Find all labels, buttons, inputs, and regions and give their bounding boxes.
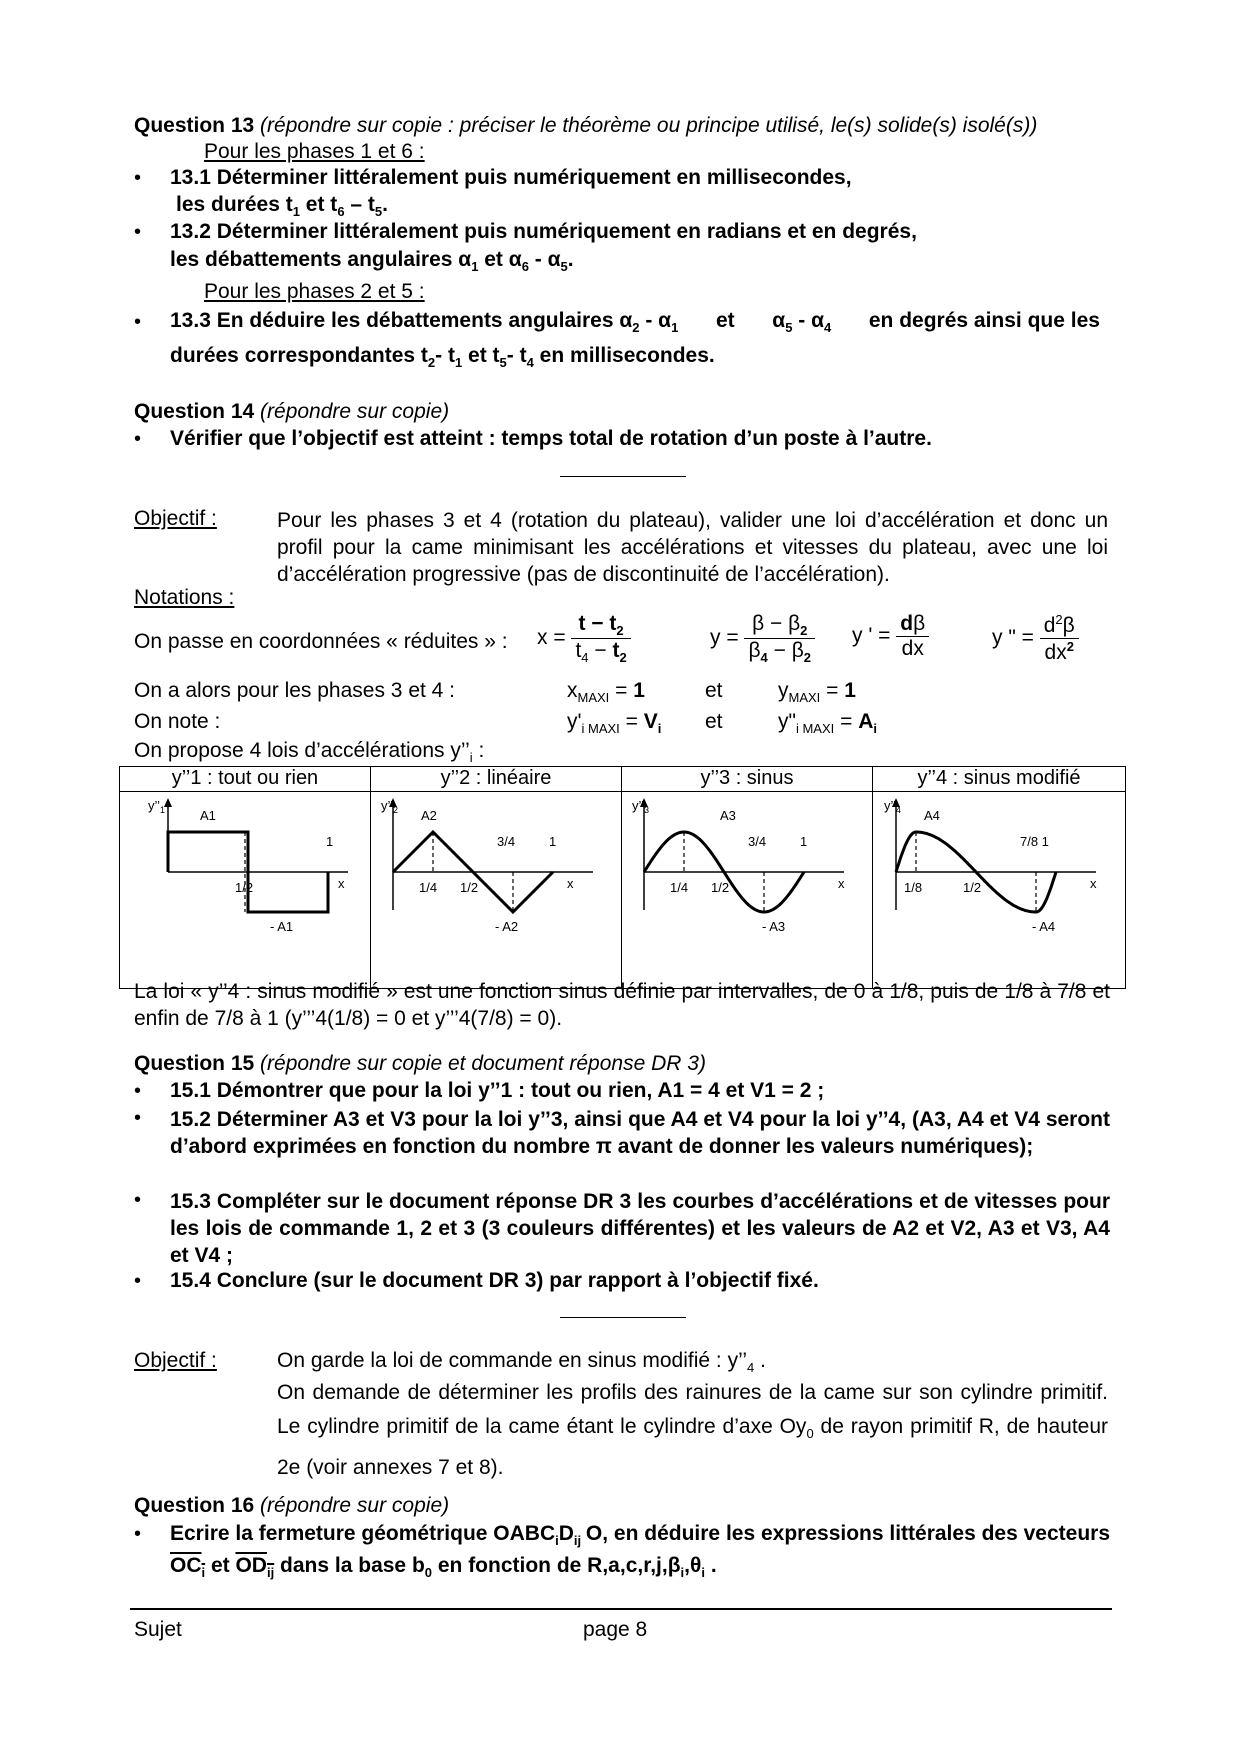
tick-label-quarter: 1/4 bbox=[670, 880, 689, 895]
tick-label-half: 1/2 bbox=[460, 880, 479, 895]
y-axis-label: $y’’_3$ bbox=[632, 798, 650, 815]
y-maxi: $y_{MAXI} = 1$ bbox=[778, 679, 856, 706]
item-13-2-line1: 13.2 Déterminer littéralement puis numériquement en radians et en degrés, bbox=[170, 220, 917, 243]
note-text: On note : bbox=[134, 710, 221, 733]
phases-1-6-label: Pour les phases 1 et 6 : bbox=[204, 140, 425, 163]
bullet: • bbox=[134, 221, 142, 243]
et-text: et bbox=[705, 710, 723, 733]
bullet: • bbox=[134, 428, 142, 450]
tick-label-quarter: 1/4 bbox=[419, 880, 438, 895]
item-13-2-line2: les débattements angulaires $\alpha_1$ et $\alpha_6 - \alpha_5$. bbox=[170, 248, 574, 275]
law-1-graph-cell bbox=[120, 792, 371, 989]
footer-left: Sujet bbox=[134, 1618, 182, 1641]
y-axis-label: $y’’_4$ bbox=[884, 798, 902, 815]
bullet: • bbox=[134, 311, 142, 333]
trough-label: - A1 bbox=[270, 919, 294, 934]
law-2-graph-cell bbox=[371, 792, 622, 989]
x-axis-label: x bbox=[567, 876, 574, 891]
notations-label: Notations : bbox=[134, 586, 235, 609]
law-4-chart bbox=[874, 792, 1124, 982]
tick-label-three-quarter: 3/4 bbox=[497, 834, 516, 849]
x-axis-label: x bbox=[1090, 876, 1097, 891]
law-4-graph-cell bbox=[873, 792, 1126, 989]
bullet: • bbox=[134, 1107, 142, 1129]
tick-label-three-quarter: 3/4 bbox=[748, 834, 767, 849]
y-prime-max: $y'_{i MAXI} = V_i$ bbox=[567, 710, 662, 737]
law-4-note: La loi « y’’4 : sinus modifié » est une fonction sinus définie par intervalles, de 0 à 1/8, puis de 1/8 à 7/8 et enfin de 7/8 à 1 (y’’’4(1/8) = 0 et y’’’4(7/8) = 0). bbox=[134, 980, 1110, 1030]
tick-label-eighth: 1/8 bbox=[904, 880, 923, 895]
footer-rule bbox=[130, 1608, 1112, 1610]
reduced-coords-text: On passe en coordonnées « réduites » : bbox=[134, 630, 508, 653]
tick-label-half: 1/2 bbox=[963, 880, 982, 895]
bullet: • bbox=[134, 1080, 142, 1102]
law-2-header: y’’2 : linéaire bbox=[371, 767, 622, 792]
formula-x: x = $\frac{t - t_2}{t_4 - t_2}$ bbox=[537, 612, 631, 665]
question-15-heading: Question 15 (répondre sur copie et document réponse DR 3) bbox=[134, 1052, 706, 1075]
separator bbox=[560, 476, 686, 477]
tick-label-half: 1/2 bbox=[235, 880, 254, 895]
x-maxi: $x_{MAXI} = 1$ bbox=[567, 679, 645, 706]
law-2-chart bbox=[371, 792, 621, 982]
item-14: Vérifier que l’objectif est atteint : temps total de rotation d’un poste à l’autre. bbox=[170, 427, 932, 450]
et-text: et bbox=[705, 679, 723, 702]
laws-table bbox=[119, 766, 1126, 989]
y-second-max: $y"_{i MAXI} = A_i$ bbox=[778, 710, 877, 737]
tick-label-seven-eighth: 7/8 1 bbox=[1020, 834, 1049, 849]
trough-label: - A4 bbox=[1032, 919, 1056, 934]
bullet: • bbox=[134, 167, 142, 189]
formula-y-second: y " = $\frac{d^2\beta}{dx^2}$ bbox=[992, 612, 1079, 665]
objective-2-label: Objectif : bbox=[134, 1349, 217, 1372]
item-16-line1: Ecrire la fermeture géométrique $OABC_iD_{ij}$ O, en déduire les expressions littérales des vecteurs bbox=[170, 1522, 1110, 1549]
trough-label: - A3 bbox=[762, 919, 786, 934]
y-axis-arrow bbox=[164, 798, 172, 807]
law-1-chart bbox=[120, 792, 370, 982]
phases-3-4-text: On a alors pour les phases 3 et 4 : bbox=[134, 679, 456, 702]
question-14-heading: Question 14 (répondre sur copie) bbox=[134, 400, 450, 423]
y-axis-label: $y’’_2$ bbox=[381, 798, 399, 815]
propose-text: On propose 4 lois d’accélérations $y’’_i$ : bbox=[134, 739, 485, 766]
question-16-heading: Question 16 (répondre sur copie) bbox=[134, 1494, 450, 1517]
peak-label: A2 bbox=[421, 808, 437, 823]
peak-label: A4 bbox=[924, 808, 940, 823]
item-15-3: 15.3 Compléter sur le document réponse DR 3 les courbes d’accélérations et de vitesses pour les lois de commande 1, 2 et 3 (3 couleurs différentes) et les valeurs de A2 et V2, A3 et V3, A4 et V4 ; bbox=[170, 1190, 1110, 1267]
law-1-header: y’’1 : tout ou rien bbox=[120, 767, 371, 792]
item-13-1-line2: les durées $t_1$ et $t_6 - t_5$. bbox=[176, 193, 388, 220]
bullet: • bbox=[134, 1270, 142, 1292]
trough-label: - A2 bbox=[495, 919, 519, 934]
item-13-1-line1: 13.1 Déterminer littéralement puis numériquement en millisecondes, bbox=[170, 166, 852, 189]
law-3-header: y’’3 : sinus bbox=[622, 767, 873, 792]
objective-1-text: Pour les phases 3 et 4 (rotation du plateau), valider une loi d’accélération et donc un profil pour la came minimisant les accélérations et vitesses du plateau, avec une loi d’accélération progressive (pas de discontinuité de l’accélération). bbox=[277, 509, 1108, 586]
bullet: • bbox=[134, 1523, 142, 1545]
tick-label-one: 1 bbox=[800, 834, 808, 849]
item-15-1: 15.1 Démontrer que pour la loi y’’1 : tout ou rien, A1 = 4 et V1 = 2 ; bbox=[170, 1079, 825, 1102]
tick-label-one: 1 bbox=[549, 834, 557, 849]
peak-label: A3 bbox=[720, 808, 736, 823]
objective-2-line1: On garde la loi de commande en sinus modifié : $y’’_4$ . bbox=[277, 1349, 766, 1376]
peak-label: A1 bbox=[200, 808, 216, 823]
bullet: • bbox=[134, 1189, 142, 1211]
tick-label-one: 1 bbox=[326, 834, 334, 849]
law-4-header: y’’4 : sinus modifié bbox=[873, 767, 1126, 792]
item-13-3-line2: durées correspondantes $t_2-$ $t_1$ et $t_5-$ $t_4$ en millisecondes. bbox=[170, 344, 715, 371]
law-3-chart bbox=[622, 792, 872, 982]
phases-2-5-label: Pour les phases 2 et 5 : bbox=[204, 280, 425, 303]
x-axis-label: x bbox=[338, 876, 345, 891]
law-3-graph-cell bbox=[622, 792, 873, 989]
item-16-line2: $OC_i$ et $OD_{ij}$ dans la base $b_0$ en fonction de $R,a,c,r,j,\beta_i,\theta_i$ . bbox=[170, 1554, 717, 1581]
x-axis-label: x bbox=[838, 876, 845, 891]
item-15-2: 15.2 Déterminer A3 et V3 pour la loi y’’3, ainsi que A4 et V4 pour la loi y’’4, (A3, A4 et V4 seront d’abord exprimées en fonction du nombre π avant de donner les valeurs numériques); bbox=[170, 1108, 1110, 1158]
separator bbox=[560, 1317, 686, 1318]
objective-1-label: Objectif : bbox=[134, 507, 217, 530]
y-axis-label: $y’’_1$ bbox=[148, 798, 166, 815]
tick-label-half: 1/2 bbox=[711, 880, 730, 895]
question-13-heading: Question 13 (répondre sur copie : préciser le théorème ou principe utilisé, le(s) solide(s) isolé(s)) bbox=[134, 114, 1038, 137]
formula-y: y = $\frac{\beta - \beta_2}{\beta_4 - \beta_2}$ bbox=[710, 612, 815, 665]
objective-2-text: On demande de déterminer les profils des rainures de la came sur son cylindre primitif. Le cylindre primitif de la came étant le cylindre d’axe $Oy_0$ de rayon primitif R, de hauteur 2e (voir annexes 7 et 8). bbox=[277, 1381, 1108, 1480]
footer-page: page 8 bbox=[583, 1618, 648, 1641]
item-15-4: 15.4 Conclure (sur le document DR 3) par rapport à l’objectif fixé. bbox=[170, 1269, 819, 1292]
formula-y-prime: y ' = $\frac{d\beta}{dx}$ bbox=[852, 612, 929, 661]
item-13-3-line1: 13.3 En déduire les débattements angulaires $\alpha_2 - \alpha_1$ et $\alpha_5 - \alpha_4$ en degrés ainsi que les bbox=[170, 309, 1100, 336]
